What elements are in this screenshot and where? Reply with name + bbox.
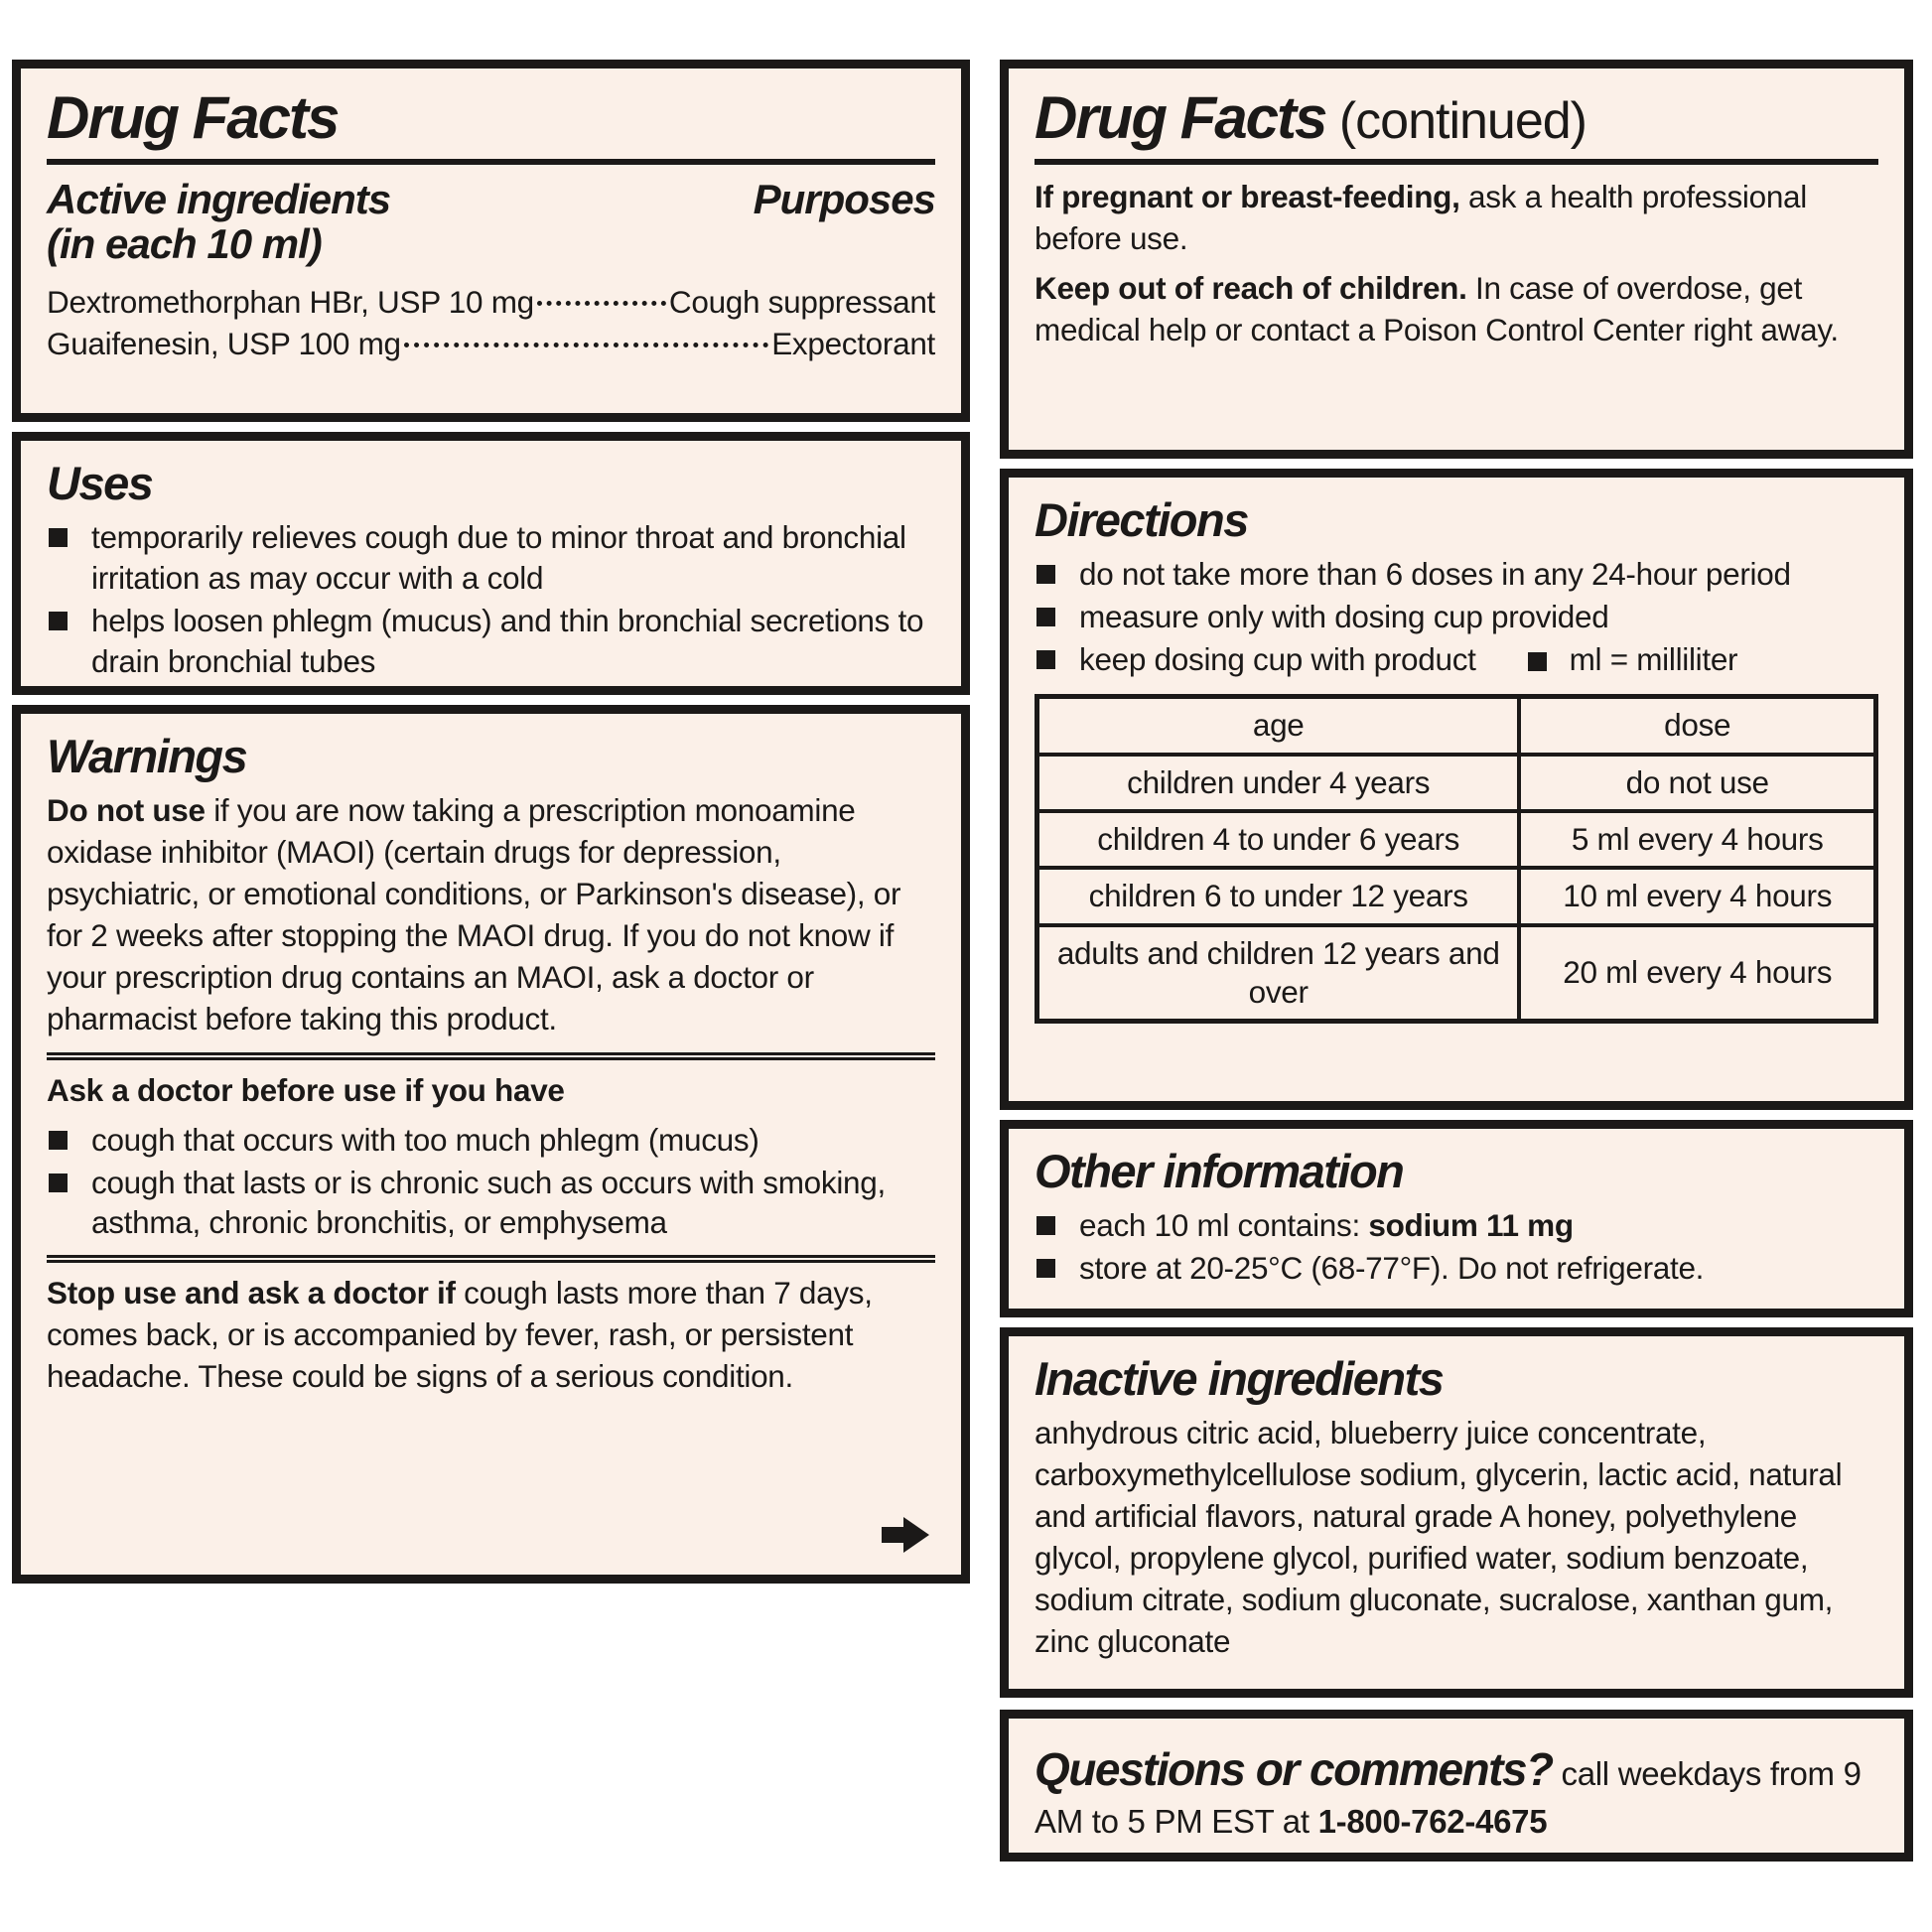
pregnant-lead: If pregnant or breast-feeding, bbox=[1035, 179, 1460, 214]
section-divider bbox=[47, 1255, 935, 1263]
ingredient-row bbox=[47, 323, 935, 365]
active-ingredients-header-row bbox=[47, 177, 935, 267]
bullet-item: cough that occurs with too much phlegm (mucus) bbox=[47, 1120, 935, 1161]
active-ingredients-heading-line1: Active ingredients bbox=[47, 176, 391, 222]
ingredient-purpose: Cough suppressant bbox=[668, 283, 935, 320]
other-information-panel bbox=[1000, 1120, 1913, 1317]
drug-facts-continued-title bbox=[1035, 86, 1878, 149]
keep-out-of-reach-warning bbox=[1035, 268, 1878, 351]
questions-heading: Questions or comments? bbox=[1035, 1743, 1553, 1795]
title-divider bbox=[47, 159, 935, 165]
active-ingredients-heading bbox=[47, 177, 390, 267]
table-row bbox=[1037, 925, 1876, 1022]
age-cell: adults and children 12 years and over bbox=[1037, 925, 1520, 1022]
section-divider bbox=[47, 1052, 935, 1060]
bullet-item: helps loosen phlegm (mucus) and thin bronchial secretions to drain bronchial tubes bbox=[47, 601, 935, 682]
bullet-item bbox=[1035, 1205, 1878, 1246]
bullet-item: do not take more than 6 doses in any 24-hour period bbox=[1035, 554, 1878, 595]
dotted-leader bbox=[404, 343, 768, 347]
questions-line bbox=[1035, 1738, 1878, 1845]
dotted-leader bbox=[537, 301, 666, 306]
stop-use-lead: Stop use and ask a doctor if bbox=[47, 1275, 456, 1311]
other-information-heading: Other information bbox=[1035, 1145, 1404, 1197]
age-cell: children 4 to under 6 years bbox=[1037, 811, 1520, 868]
bullet-item: store at 20-25°C (68-77°F). Do not refrigerate. bbox=[1035, 1248, 1878, 1289]
directions-bullet-list bbox=[1035, 554, 1878, 680]
bullet-item-pair bbox=[1035, 639, 1878, 680]
bullet-item: cough that lasts or is chronic such as occurs with smoking, asthma, chronic bronchitis, or emphysema bbox=[47, 1163, 935, 1244]
bullet-pair-left: keep dosing cup with product bbox=[1079, 641, 1476, 678]
ask-doctor-bullet-list bbox=[47, 1120, 935, 1244]
dosing-table bbox=[1035, 694, 1878, 1024]
inactive-ingredients-text: anhydrous citric acid, blueberry juice concentrate, carboxymethylcellulose sodium, glycerin, lactic acid, natural and artificial flavors, natural grade A honey, polyethylene glycol, propylene glycol, purified water, sodium benzoate, sodium citrate, sodium gluconate, sucralose, xanthan gum, zinc gluconate bbox=[1035, 1415, 1843, 1659]
other-information-bullet-list bbox=[1035, 1205, 1878, 1289]
stop-use-text: cough lasts more than 7 days, comes back, or is accompanied by fever, rash, or persistent headache. These could be signs of a serious condition. bbox=[47, 1275, 873, 1395]
dose-column-header: dose bbox=[1519, 697, 1875, 755]
drug-facts-title: Drug Facts bbox=[47, 84, 339, 151]
arrow-shaft bbox=[882, 1527, 905, 1543]
questions-text: call weekdays from 9 AM to 5 PM EST at bbox=[1035, 1755, 1862, 1841]
table-row bbox=[1037, 868, 1876, 924]
bullet-item: temporarily relieves cough due to minor throat and bronchial irritation as may occur with a cold bbox=[47, 517, 935, 599]
inactive-ingredients-panel bbox=[1000, 1327, 1913, 1698]
sodium-amount: sodium 11 mg bbox=[1368, 1207, 1574, 1244]
arrow-right-icon bbox=[882, 1517, 931, 1553]
arrow-head bbox=[903, 1517, 929, 1553]
inactive-ingredients-heading: Inactive ingredients bbox=[1035, 1352, 1444, 1405]
stop-use-paragraph bbox=[47, 1273, 935, 1398]
table-row bbox=[1037, 811, 1876, 868]
pregnant-warning bbox=[1035, 177, 1878, 260]
drug-facts-title-text: Drug Facts bbox=[1035, 84, 1326, 151]
dose-cell: 10 ml every 4 hours bbox=[1519, 868, 1875, 924]
uses-panel bbox=[12, 432, 970, 695]
sodium-pre-text: each 10 ml contains: bbox=[1079, 1207, 1369, 1244]
uses-heading: Uses bbox=[47, 457, 153, 509]
do-not-use-text: if you are now taking a prescription monoamine oxidase inhibitor (MAOI) (certain drugs for depression, psychiatric, or emotional conditions, or Parkinson's disease), or for 2 weeks after stopping the MAOI drug. If you do not know if your prescription drug contains an MAOI, ask a doctor or pharmacist before taking this product. bbox=[47, 792, 901, 1036]
ingredient-name: Guaifenesin, USP 100 mg bbox=[47, 326, 401, 362]
table-header-row bbox=[1037, 697, 1876, 755]
purposes-heading: Purposes bbox=[753, 176, 935, 222]
warnings-panel bbox=[12, 705, 970, 1584]
questions-panel bbox=[1000, 1710, 1913, 1862]
right-column bbox=[1000, 60, 1913, 1862]
age-cell: children under 4 years bbox=[1037, 755, 1520, 811]
ingredient-name: Dextromethorphan HBr, USP 10 mg bbox=[47, 283, 534, 320]
ingredient-row bbox=[47, 281, 935, 324]
do-not-use-lead: Do not use bbox=[47, 792, 206, 829]
uses-bullet-list bbox=[47, 517, 935, 682]
table-row bbox=[1037, 755, 1876, 811]
pregnant-text: ask a health professional before use. bbox=[1035, 179, 1807, 256]
ask-doctor-heading bbox=[47, 1070, 935, 1112]
active-ingredients-heading-line2: (in each 10 ml) bbox=[47, 220, 322, 268]
do-not-use-paragraph bbox=[47, 790, 935, 1039]
dose-cell: 20 ml every 4 hours bbox=[1519, 925, 1875, 1022]
bullet-item: measure only with dosing cup provided bbox=[1035, 597, 1878, 637]
age-column-header: age bbox=[1037, 697, 1520, 755]
age-cell: children 6 to under 12 years bbox=[1037, 868, 1520, 924]
phone-number: 1-800-762-4675 bbox=[1317, 1803, 1548, 1841]
title-divider bbox=[1035, 159, 1878, 165]
bullet-pair-right: ml = milliliter bbox=[1528, 641, 1738, 677]
dose-cell: 5 ml every 4 hours bbox=[1519, 811, 1875, 868]
children-lead: Keep out of reach of children. bbox=[1035, 269, 1467, 306]
dose-cell: do not use bbox=[1519, 755, 1875, 811]
continued-panel bbox=[1000, 60, 1913, 459]
directions-panel bbox=[1000, 469, 1913, 1110]
continued-label: (continued) bbox=[1325, 92, 1587, 150]
ask-doctor-heading-text: Ask a doctor before use if you have bbox=[47, 1071, 565, 1108]
directions-heading: Directions bbox=[1035, 493, 1248, 546]
ingredient-purpose: Expectorant bbox=[771, 326, 935, 362]
left-column bbox=[12, 60, 970, 1584]
warnings-heading: Warnings bbox=[47, 730, 247, 782]
active-ingredients-panel bbox=[12, 60, 970, 422]
children-text: In case of overdose, get medical help or contact a Poison Control Center right away. bbox=[1035, 269, 1839, 347]
